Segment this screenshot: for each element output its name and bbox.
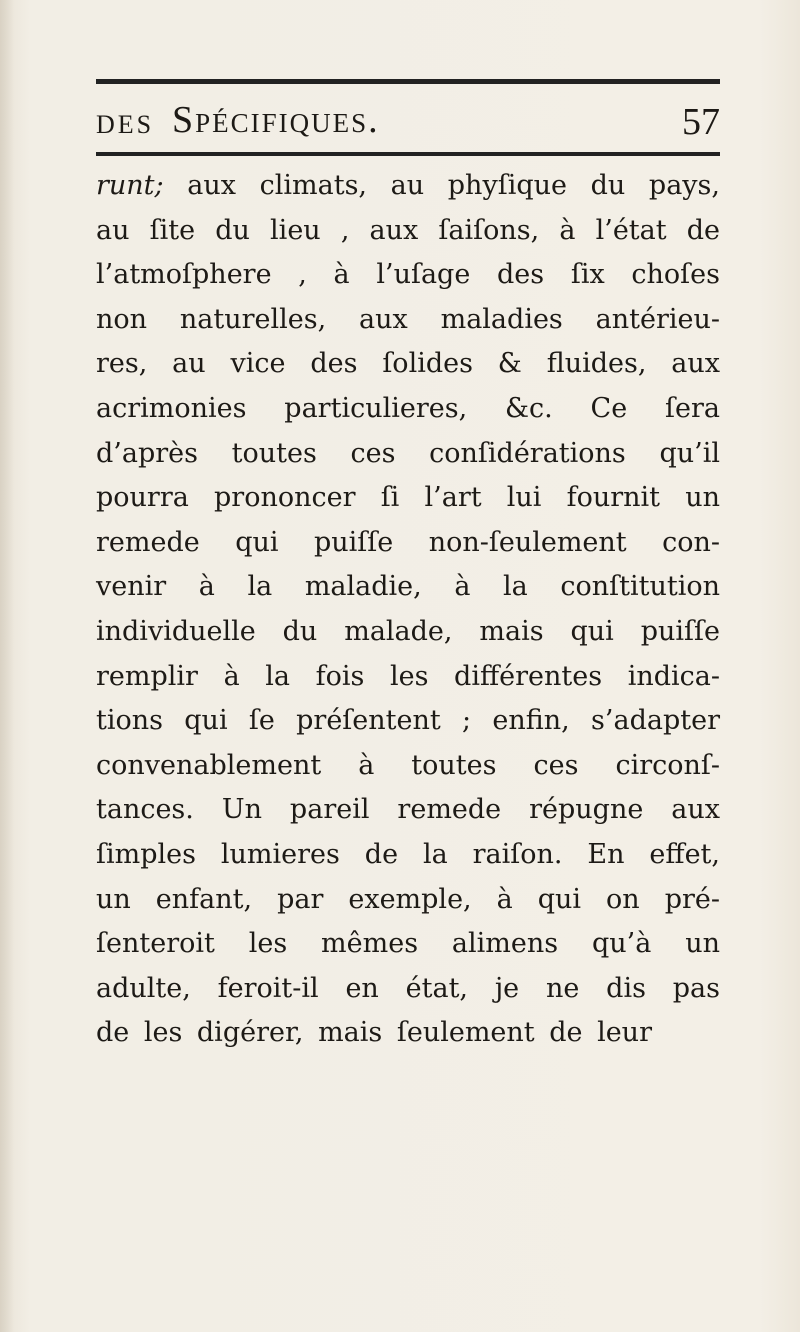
text-line: [96, 699, 720, 744]
line-text: res, au vice des ſolides & fluides, aux: [96, 348, 720, 380]
text-line: [96, 209, 720, 254]
text-line: [96, 833, 720, 878]
line-text: remplir à la fois les différentes indica-: [96, 660, 720, 692]
text-line: [96, 967, 720, 1012]
line-text: tions qui ſe préſentent ; enfin, s’adapter: [96, 705, 720, 737]
line-text: de les digérer, mais ſeulement de leur: [96, 1017, 652, 1049]
line-text: ſenteroit les mêmes alimens qu’à un: [96, 928, 720, 960]
text-line: [96, 253, 720, 298]
binding-shadow: [0, 0, 14, 1332]
text-line: [96, 878, 720, 923]
top-rule: [96, 79, 720, 84]
line-text: pourra prononcer ſi l’art lui fournit un: [96, 482, 720, 514]
text-line: [96, 432, 720, 477]
text-line: [96, 476, 720, 521]
line-text: individuelle du malade, mais qui puiſſe: [96, 615, 720, 647]
text-line: [96, 164, 720, 209]
running-head-prefix: DES: [96, 110, 155, 139]
line-text: adulte, feroit-il en état, je ne dis pas: [96, 972, 720, 1004]
text-line: [96, 1011, 720, 1056]
line-text: d’après toutes ces conſidérations qu’il: [96, 437, 720, 469]
line-text: un enfant, par exemple, à qui on pré-: [96, 883, 720, 915]
text-line: [96, 922, 720, 967]
text-line: [96, 565, 720, 610]
line-text: aux climats, au phyſique du pays,: [163, 170, 720, 201]
line-text: l’atmoſphere , à l’uſage des ſix choſes: [96, 259, 720, 291]
running-head-title: Spécifiques.: [172, 99, 380, 141]
text-line: [96, 655, 720, 700]
text-line: [96, 342, 720, 387]
italic-word: runt;: [96, 170, 164, 201]
text-line: [96, 521, 720, 566]
line-text: tances. Un pareil remede répugne aux: [96, 794, 720, 826]
body-text: [96, 164, 720, 1056]
line-text: venir à la maladie, à la conſtitution: [96, 571, 720, 603]
text-line: [96, 298, 720, 343]
line-text: non naturelles, aux maladies antérieu-: [96, 303, 720, 335]
line-text: ſimples lumieres de la raiſon. En effet,: [96, 838, 720, 870]
line-text: remede qui puiſſe non-ſeulement con-: [96, 526, 720, 558]
line-text: au ſite du lieu , aux ſaiſons, à l’état de: [96, 214, 720, 246]
running-head: [96, 92, 720, 152]
text-line: [96, 788, 720, 833]
line-text: convenablement à toutes ces circonſ-: [96, 749, 720, 781]
page-number: 57: [682, 101, 720, 143]
text-line: [96, 744, 720, 789]
header-rule: [96, 152, 720, 156]
line-text: acrimonies particulieres, &c. Ce ſera: [96, 392, 720, 424]
text-line: [96, 387, 720, 432]
text-line: [96, 610, 720, 655]
